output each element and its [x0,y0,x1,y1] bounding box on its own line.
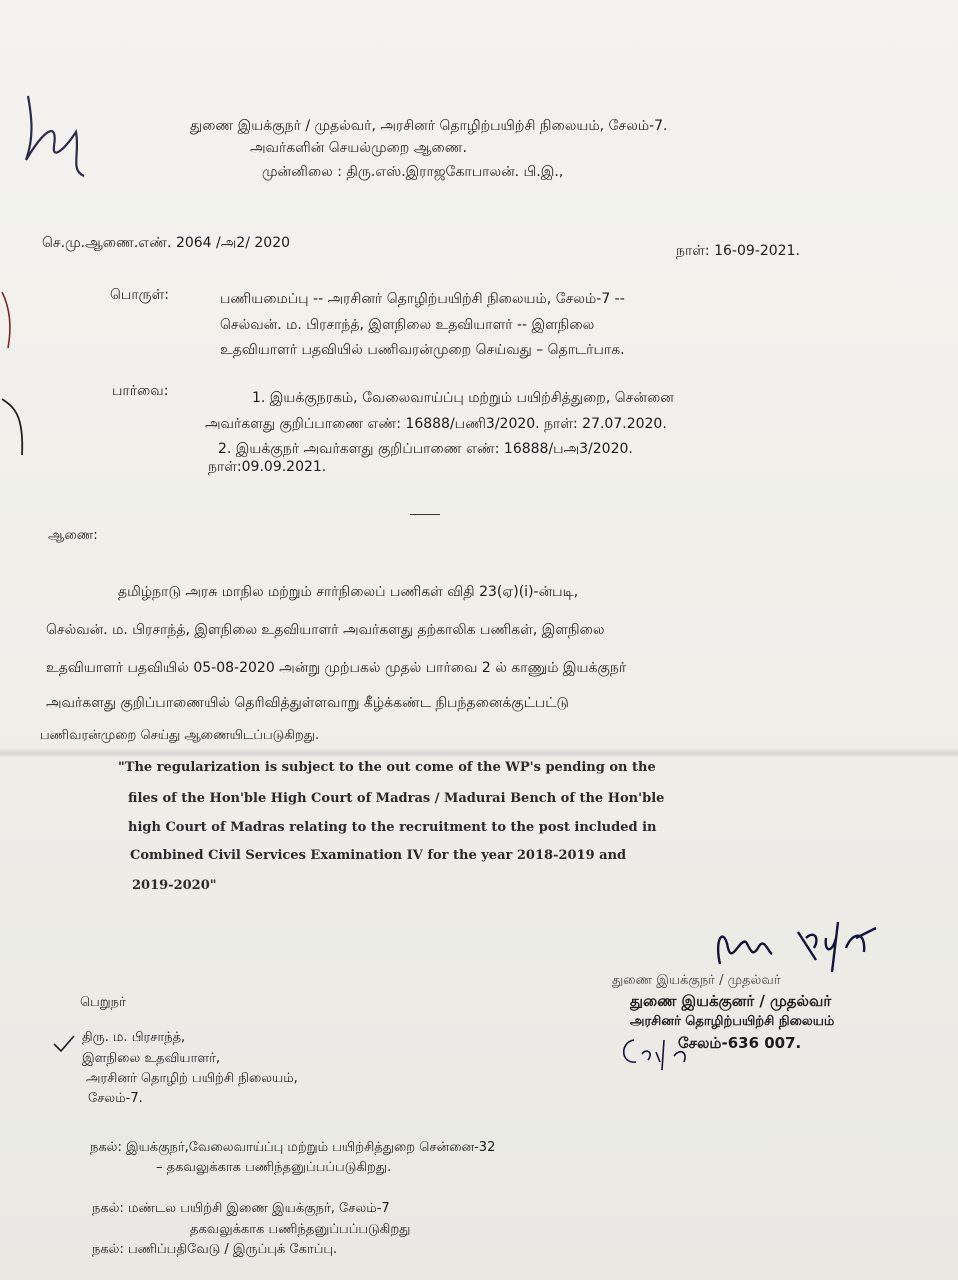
subject-line-2: செல்வன். ம. பிரசாந்த், இளநிலை உதவியாளர் -- இளநிலை [220,317,595,333]
copy-2-line-2: தகவலுக்காக பணிந்தனுப்பப்படுகிறது [190,1222,411,1237]
designation-stamp-faint: துணை இயக்குநர் / முதல்வர் [612,973,781,988]
copy-1-line-1: நகல்: இயக்குநர்,வேலைவாய்ப்பு மற்றும் பயிற்சித்துறை சென்னை-32 [90,1140,496,1155]
subject-line-1: பணியமைப்பு -- அரசினர் தொழிற்பயிற்சி நிலையம், சேலம்-7 -- [220,291,625,307]
reference-1-line-2: அவர்களது குறிப்பாணை எண்: 16888/பணி3/2020. நாள்: 27.07.2020. [205,416,667,432]
signature [706,908,906,978]
order-line-5: பணிவரன்முறை செய்து ஆணையிடப்படுகிறது. [40,728,320,743]
header-line-3: முன்னிலை : திரு.எஸ்.இராஜகோபாலன். பி.இ., [262,164,564,180]
header-line-1: துணை இயக்குநர் / முதல்வர், அரசினர் தொழிற்பயிற்சி நிலையம், சேலம்-7. [190,118,668,134]
paper-fold [0,748,958,758]
condition-line-1: "The regularization is subject to the out come of the WP's pending on the [118,760,656,775]
margin-stroke-2 [0,395,30,460]
order-date: நாள்: 16-09-2021. [676,243,800,259]
reference-2-line-2: நாள்:09.09.2021. [208,459,327,475]
header-line-2: அவர்களின் செயல்முறை ஆணை. [250,140,467,156]
recipient-line-4: சேலம்-7. [88,1091,143,1106]
reference-2-line-1: 2. இயக்குநர் அவர்களது குறிப்பாணை எண்: 16888/பஅ3/2020. [218,441,633,457]
institute-city: சேலம்-636 007. [678,1034,802,1052]
subject-line-3: உதவியாளர் பதவியில் பணிவரன்முறை செய்வது – தொடர்பாக. [220,342,625,358]
institute-name: அரசினர் தொழிற்பயிற்சி நிலையம் [630,1014,835,1029]
order-number: செ.மு.ஆணை.எண். 2064 /அ2/ 2020 [42,235,291,251]
order-label: ஆணை: [48,528,98,543]
tick-icon [52,1034,76,1054]
condition-line-4: Combined Civil Services Examination IV for the year 2018-2019 and [130,848,627,863]
copy-1-line-2: – தகவலுக்காக பணிந்தனுப்பப்படுகிறது. [156,1160,392,1175]
recipient-line-2: இளநிலை உதவியாளர், [82,1051,221,1066]
to-label: பெறுநர் [80,995,126,1010]
order-line-3: உதவியாளர் பதவியில் 05-08-2020 அன்று முற்பகல் முதல் பார்வை 2 ல் காணும் இயக்குநர் [46,660,627,676]
subject-label: பொருள்: [110,287,169,303]
order-line-2: செல்வன். ம. பிரசாந்த், இளநிலை உதவியாளர் அவர்களது தற்காலிக பணிகள், இளநிலை [46,622,605,638]
recipient-line-1: திரு. ம. பிரசாந்த், [82,1030,186,1045]
condition-line-5: 2019-2020" [132,878,217,893]
condition-line-2: files of the Hon'ble High Court of Madras / Madurai Bench of the Hon'ble [128,791,665,806]
reference-1-line-1: 1. இயக்குநரகம், வேலைவாய்ப்பு மற்றும் பயிற்சித்துறை, சென்னை [252,390,674,406]
copy-2-line-1: நகல்: மண்டல பயிற்சி இணை இயக்குநர், சேலம்-7 [92,1201,390,1216]
designation: துணை இயக்குனர் / முதல்வர் [630,992,832,1010]
recipient-line-3: அரசினர் தொழிற் பயிற்சி நிலையம், [86,1071,298,1086]
separator [410,514,440,515]
copy-3-line-1: நகல்: பணிப்பதிவேடு / இருப்புக் கோப்பு. [92,1242,338,1257]
order-line-4: அவர்களது குறிப்பாணையில் தெரிவித்துள்ளவாறு கீழ்க்கண்ட நிபந்தனைக்குட்பட்டு [46,695,569,711]
margin-stroke-1 [0,290,20,350]
margin-initials [14,90,94,185]
order-line-1: தமிழ்நாடு அரசு மாநில மற்றும் சார்நிலைப் பணிகள் விதி 23(ஏ)(i)-ன்படி, [118,584,579,600]
compared-initials [616,1030,696,1074]
reference-label: பார்வை: [112,383,169,399]
condition-line-3: high Court of Madras relating to the recruitment to the post included in [128,820,657,835]
